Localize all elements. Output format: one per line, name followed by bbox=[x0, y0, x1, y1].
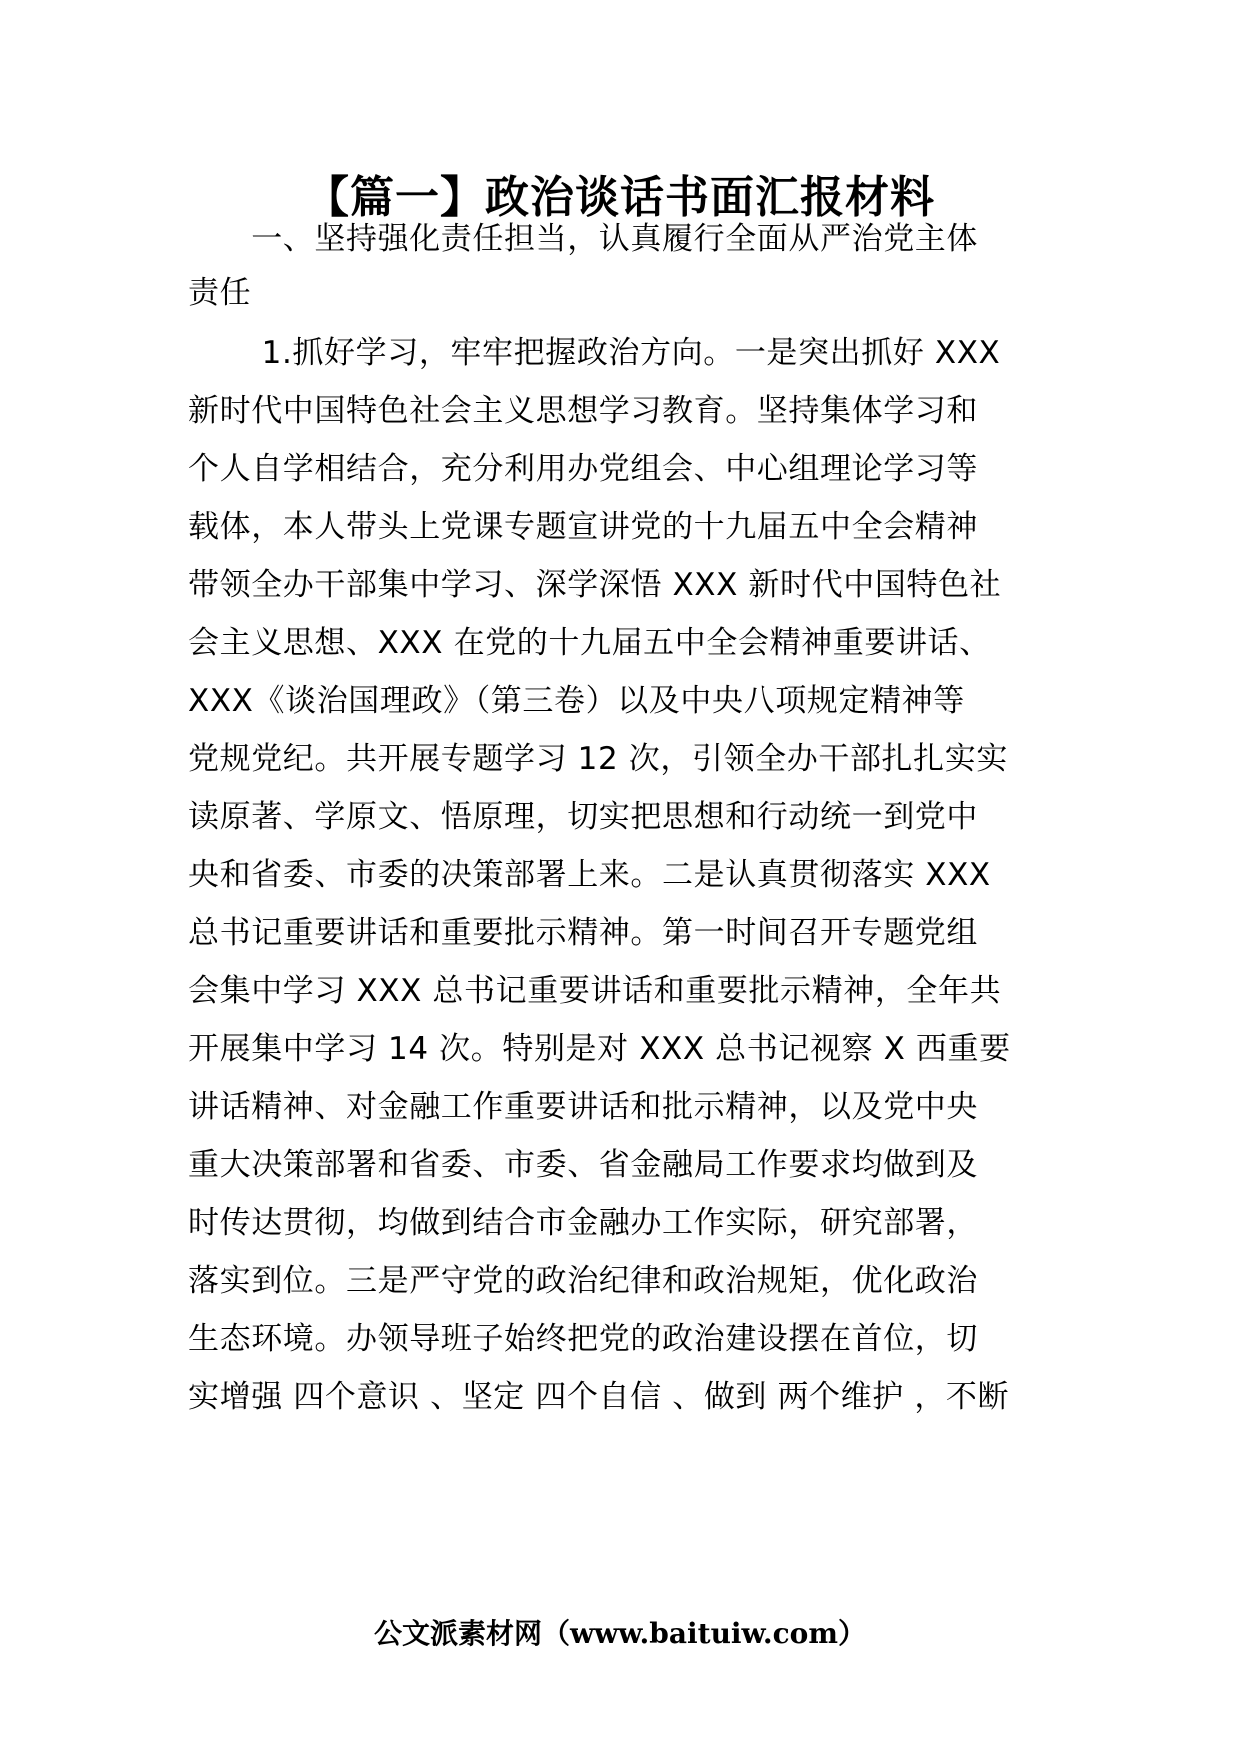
body-line: 时传达贯彻，均做到结合市金融办工作实际，研究部署， bbox=[188, 1205, 978, 1241]
document-title: 【篇一】政治谈话书面汇报材料 bbox=[305, 172, 935, 223]
body-line: 一、坚持强化责任担当，认真履行全面从严治党主体 bbox=[188, 221, 978, 257]
body-line: 落实到位。三是严守党的政治纪律和政治规矩，优化政治 bbox=[188, 1263, 978, 1299]
body-line: 会主义思想、XXX 在党的十九届五中全会精神重要讲话、 bbox=[188, 625, 991, 661]
body-line: 1.抓好学习，牢牢把握政治方向。一是突出抓好 XXX bbox=[188, 335, 1001, 371]
body-line: 生态环境。办领导班子始终把党的政治建设摆在首位，切 bbox=[188, 1321, 978, 1357]
body-line: 责任 bbox=[188, 275, 252, 311]
body-line: 新时代中国特色社会主义思想学习教育。坚持集体学习和 bbox=[188, 393, 978, 429]
body-line: 实增强 四个意识 、坚定 四个自信 、做到 两个维护 ，不断 bbox=[188, 1379, 1010, 1415]
body-line: 党规党纪。共开展专题学习 12 次，引领全办干部扎扎实实 bbox=[188, 741, 1008, 777]
body-line: 开展集中学习 14 次。特别是对 XXX 总书记视察 X 西重要 bbox=[188, 1031, 1011, 1067]
body-line: 央和省委、市委的决策部署上来。二是认真贯彻落实 XXX bbox=[188, 857, 991, 893]
body-line: 个人自学相结合，充分利用办党组会、中心组理论学习等 bbox=[188, 451, 978, 487]
body-line: XXX《谈治国理政》（第三卷）以及中央八项规定精神等 bbox=[188, 683, 965, 719]
footer-watermark: 公文派素材网（www.baituiw.com） bbox=[374, 1617, 866, 1650]
body-line: 讲话精神、对金融工作重要讲话和批示精神，以及党中央 bbox=[188, 1089, 978, 1125]
body-line: 会集中学习 XXX 总书记重要讲话和重要批示精神，全年共 bbox=[188, 973, 1002, 1009]
body-line: 读原著、学原文、悟原理，切实把思想和行动统一到党中 bbox=[188, 799, 978, 835]
body-line: 载体，本人带头上党课专题宣讲党的十九届五中全会精神 bbox=[188, 509, 978, 545]
body-line: 带领全办干部集中学习、深学深悟 XXX 新时代中国特色社 bbox=[188, 567, 1002, 603]
body-line: 重大决策部署和省委、市委、省金融局工作要求均做到及 bbox=[188, 1147, 978, 1183]
body-line: 总书记重要讲话和重要批示精神。第一时间召开专题党组 bbox=[188, 915, 978, 951]
